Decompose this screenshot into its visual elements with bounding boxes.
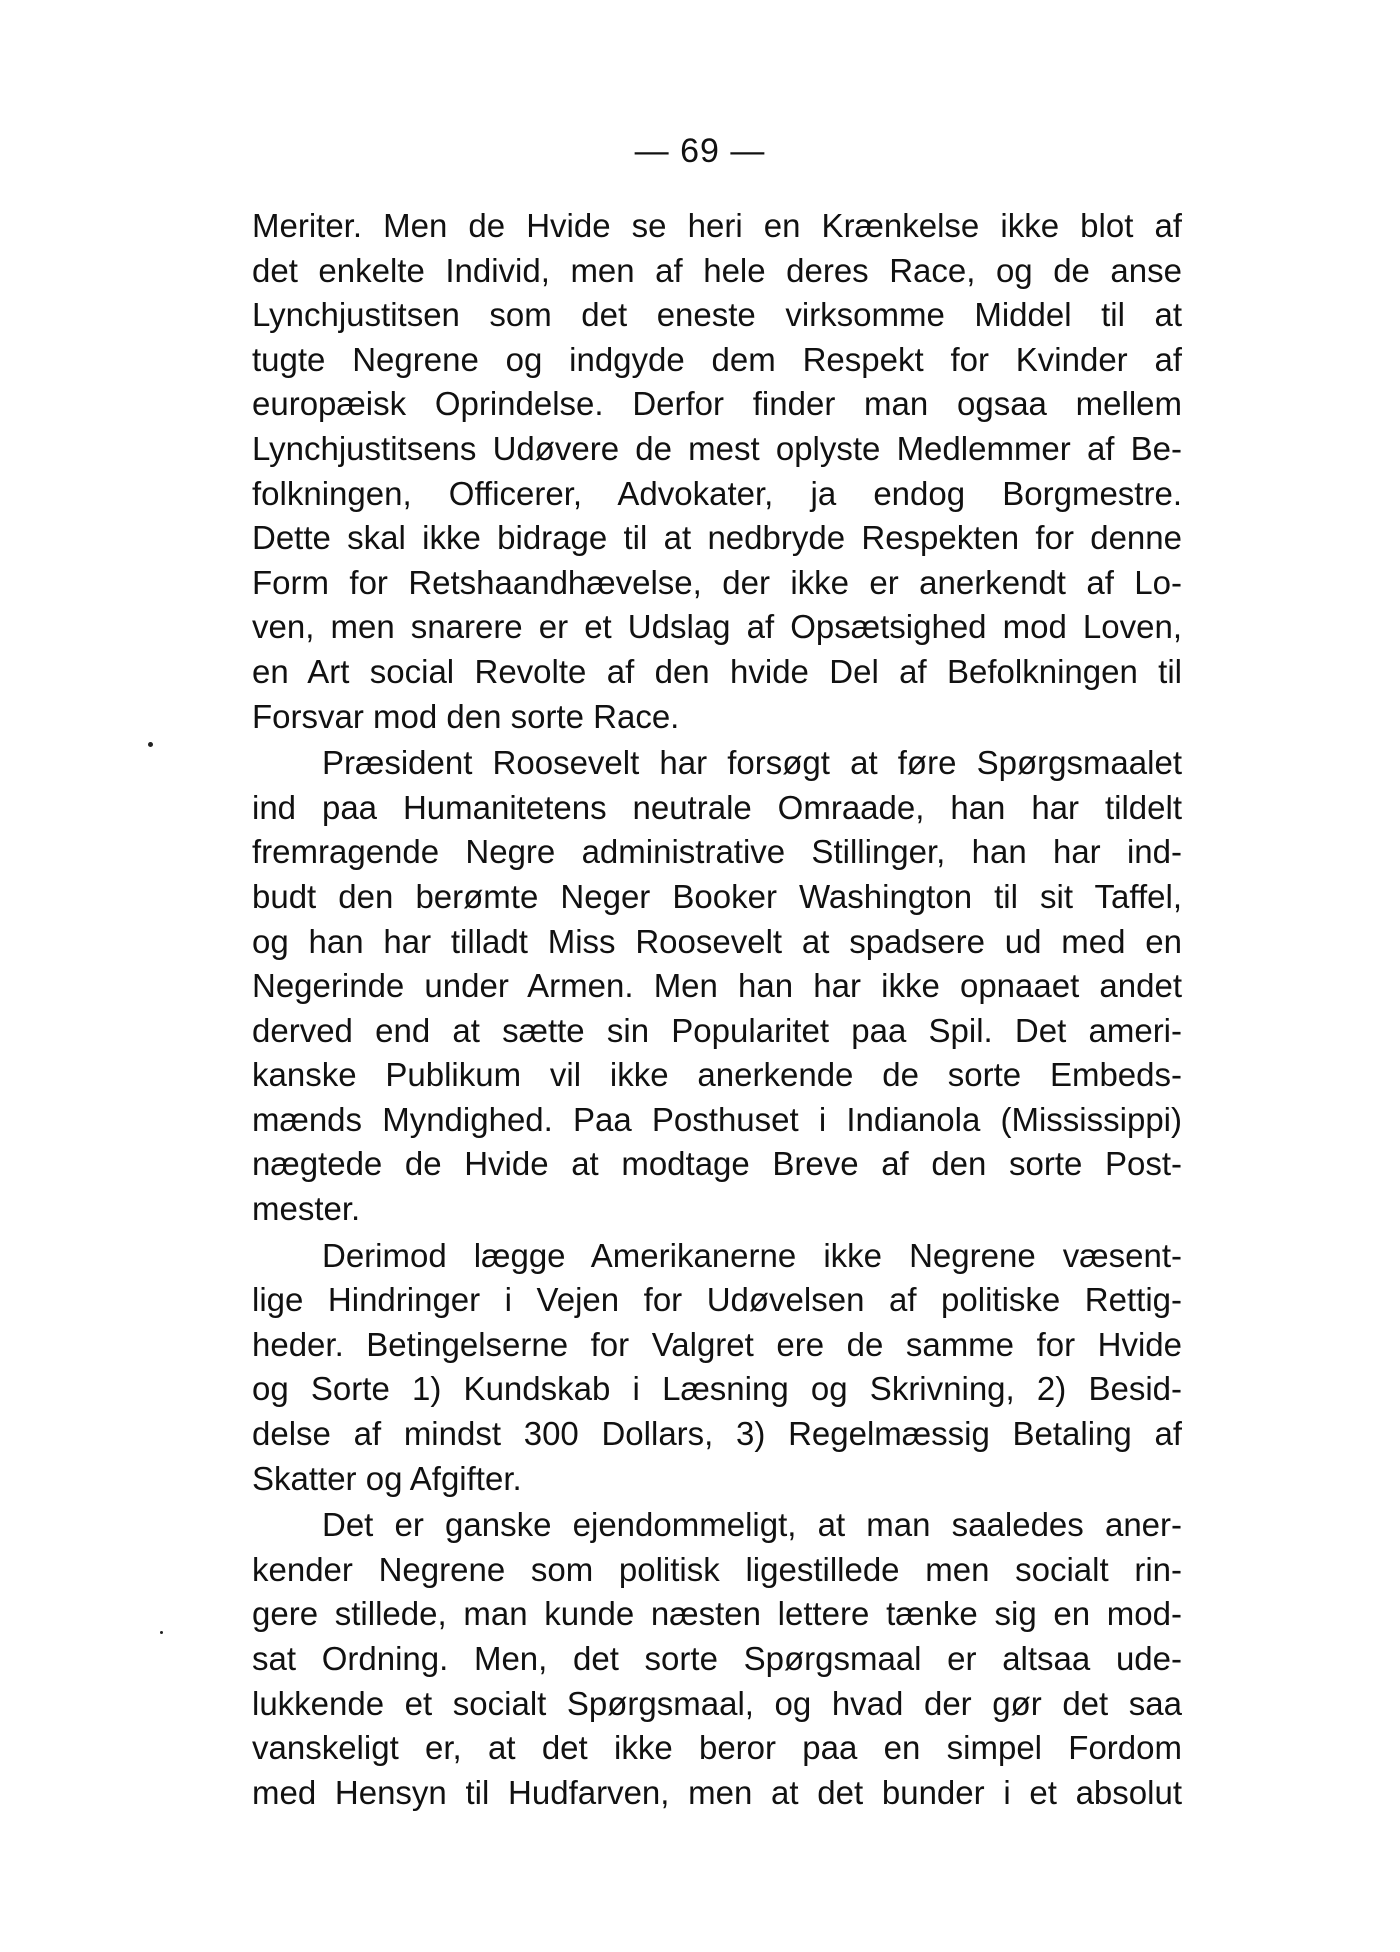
text-line: fremragende Negre administrative Stillinger, han har ind- <box>252 833 1182 871</box>
text-line: nægtede de Hvide at modtage Breve af den sorte Post- <box>252 1145 1182 1183</box>
page-number: — 69 — <box>634 132 766 170</box>
text-line: Lynchjustitsens Udøvere de mest oplyste Medlemmer af Be- <box>252 429 1182 467</box>
ink-speck <box>148 742 153 747</box>
text-line: kender Negrene som politisk ligestillede men socialt rin- <box>252 1550 1182 1588</box>
text-line: heder. Betingelserne for Valgret ere de samme for Hvide <box>252 1325 1182 1363</box>
text-line: lukkende et socialt Spørgsmaal, og hvad der gør det saa <box>252 1684 1182 1722</box>
text-line: budt den berømte Neger Booker Washington til sit Taffel, <box>252 877 1182 915</box>
text-line: Præsident Roosevelt har forsøgt at føre Spørgsmaalet <box>322 744 1182 782</box>
text-line: lige Hindringer i Vejen for Udøvelsen af politiske Rettig- <box>252 1281 1182 1319</box>
text-line: gere stillede, man kunde næsten lettere tænke sig en mod- <box>252 1595 1182 1633</box>
paragraph <box>252 741 1182 1232</box>
body-text <box>252 204 1182 1815</box>
text-line: Forsvar mod den sorte Race. <box>252 697 680 735</box>
text-line: mester. <box>252 1190 361 1228</box>
text-line: mænds Myndighed. Paa Posthuset i Indianola (Mississippi) <box>252 1100 1182 1138</box>
text-line: en Art social Revolte af den hvide Del af Befolkningen til <box>252 652 1182 690</box>
paragraph <box>252 1503 1182 1815</box>
text-line: ind paa Humanitetens neutrale Omraade, han har tildelt <box>252 788 1182 826</box>
text-line: Meriter. Men de Hvide se heri en Krænkelse ikke blot af <box>252 207 1182 244</box>
paragraph <box>252 1234 1182 1502</box>
text-line: Dette skal ikke bidrage til at nedbryde Respekten for denne <box>252 519 1182 557</box>
text-line: delse af mindst 300 Dollars, 3) Regelmæssig Betaling af <box>252 1415 1182 1453</box>
ink-speck <box>160 1631 163 1634</box>
text-line: med Hensyn til Hudfarven, men at det bunder i et absolut <box>252 1773 1182 1811</box>
text-line: Lynchjustitsen som det eneste virksomme Middel til at <box>252 296 1182 334</box>
text-line: kanske Publikum vil ikke anerkende de sorte Embeds- <box>252 1056 1182 1094</box>
text-line: tugte Negrene og indgyde dem Respekt for Kvinder af <box>252 340 1182 378</box>
text-line: Det er ganske ejendommeligt, at man saaledes aner- <box>322 1506 1182 1544</box>
text-line: og Sorte 1) Kundskab i Læsning og Skrivning, 2) Besid- <box>252 1370 1182 1408</box>
paragraph <box>252 204 1182 739</box>
text-line: derved end at sætte sin Popularitet paa Spil. Det ameri- <box>252 1011 1182 1049</box>
text-line: det enkelte Individ, men af hele deres Race, og de anse <box>252 251 1182 289</box>
text-line: Derimod lægge Amerikanerne ikke Negrene væsent- <box>322 1236 1182 1274</box>
text-line: og han har tilladt Miss Roosevelt at spadsere ud med en <box>252 922 1182 960</box>
text-line: Skatter og Afgifter. <box>252 1459 522 1497</box>
text-line: sat Ordning. Men, det sorte Spørgsmaal er altsaa ude- <box>252 1640 1182 1677</box>
text-line: folkningen, Officerer, Advokater, ja endog Borgmestre. <box>252 474 1182 512</box>
text-line: ven, men snarere er et Udslag af Opsætsighed mod Loven, <box>252 608 1182 646</box>
text-line: europæisk Oprindelse. Derfor finder man ogsaa mellem <box>252 385 1182 423</box>
text-line: vanskeligt er, at det ikke beror paa en simpel Fordom <box>252 1729 1182 1767</box>
text-line: Negerinde under Armen. Men han har ikke opnaaet andet <box>252 967 1182 1005</box>
text-line: Form for Retshaandhævelse, der ikke er anerkendt af Lo- <box>252 563 1182 601</box>
